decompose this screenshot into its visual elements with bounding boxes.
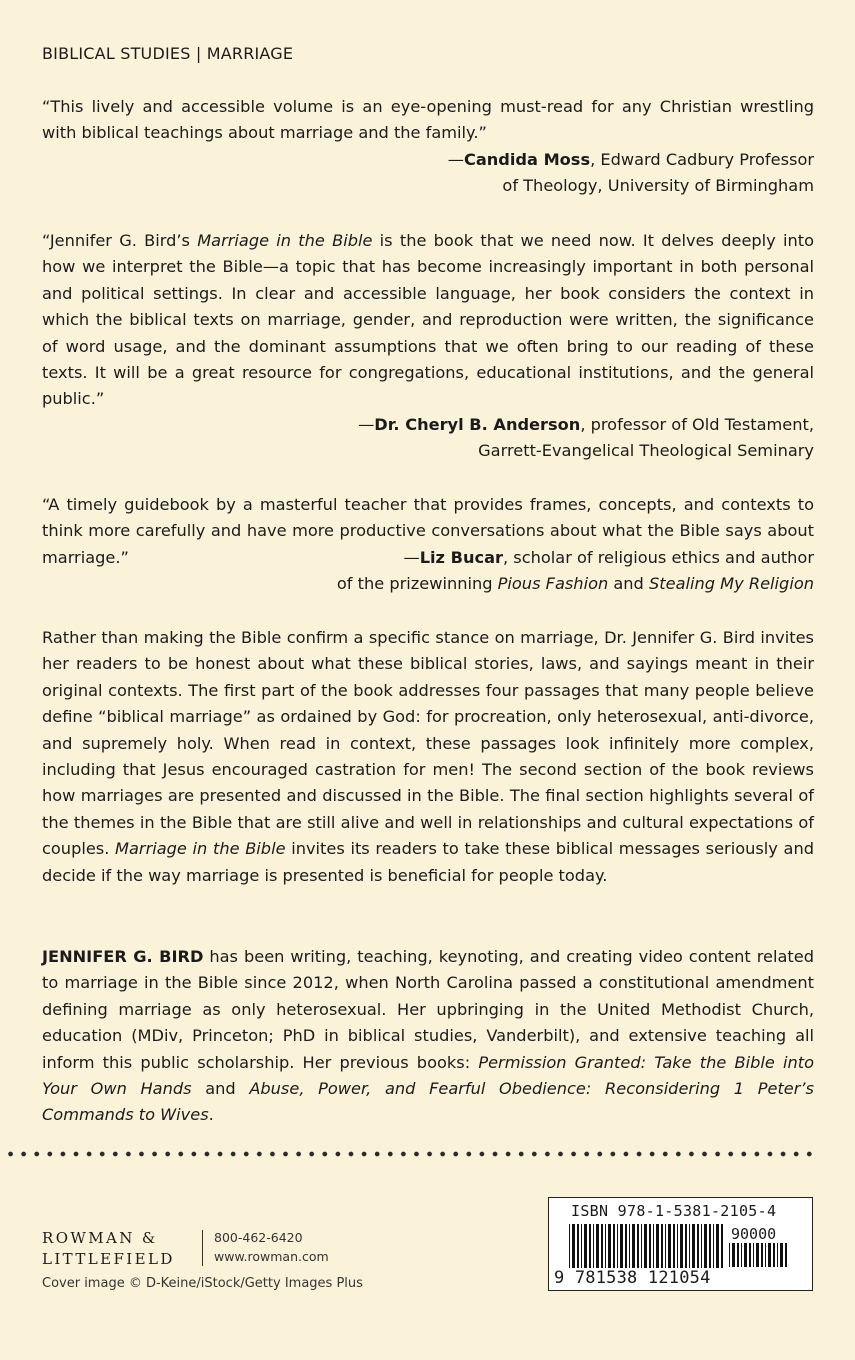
barcode-bar xyxy=(608,1224,611,1268)
barcode-bar xyxy=(729,1243,730,1267)
barcode-bar xyxy=(617,1224,618,1268)
book-description xyxy=(42,625,814,889)
barcode-bar xyxy=(744,1243,747,1267)
isbn-barcode xyxy=(548,1197,813,1291)
publisher-contact xyxy=(214,1228,329,1266)
barcode-bar xyxy=(692,1224,695,1268)
barcode-bar xyxy=(749,1243,751,1267)
price-code: 90000 xyxy=(731,1225,777,1243)
endorsement-quote-3: “A timely guidebook by a masterful teacher that provides frames, concepts, and contexts to think more carefully and have more productive conversations about what the Bible says about marriage.” xyxy=(42,495,814,567)
quote-text: “Jennifer G. Bird’s xyxy=(42,231,198,250)
book-title: Pious Fashion xyxy=(497,574,609,594)
barcode-bar xyxy=(569,1224,570,1268)
barcode-bar xyxy=(584,1224,587,1268)
affiliation-text: and xyxy=(608,574,649,594)
barcode-bar xyxy=(668,1224,671,1268)
barcode-bar xyxy=(761,1243,763,1267)
publisher-logo xyxy=(42,1228,175,1270)
author-bio xyxy=(42,944,814,1129)
barcode-bar xyxy=(697,1224,699,1268)
barcode-bar xyxy=(589,1224,591,1268)
barcode-bar xyxy=(620,1224,623,1268)
barcode-bar xyxy=(641,1224,642,1268)
attribution-dash: — xyxy=(447,150,464,169)
barcode-bar xyxy=(572,1224,575,1268)
barcode-bar xyxy=(685,1224,687,1268)
barcode-bar xyxy=(721,1224,723,1268)
barcode-bar xyxy=(656,1224,659,1268)
previous-book-title: Permission Granted: Take the Bible into Your Own Hands xyxy=(42,1052,814,1099)
endorser-affiliation: of Theology, University of Birmingham xyxy=(502,176,814,196)
attribution-dash: — xyxy=(403,548,420,567)
previous-book-title: Abuse, Power, and Fearful Obedience: Reconsidering 1 Peter’s Commands to Wives xyxy=(42,1079,814,1125)
endorser-title: , scholar of religious ethics and author xyxy=(502,548,814,567)
dotted-divider xyxy=(4,1150,816,1158)
affiliation-text: of the prizewinning xyxy=(336,574,498,594)
addon-barcode-bars-icon xyxy=(729,1243,791,1267)
barcode-bar xyxy=(596,1224,599,1268)
barcode-bar xyxy=(704,1224,707,1268)
publisher-block xyxy=(42,1228,329,1270)
isbn-digits: 9 781538 121054 xyxy=(554,1268,711,1288)
barcode-bar xyxy=(780,1243,783,1267)
barcode-bar xyxy=(716,1224,719,1268)
barcode-bar xyxy=(629,1224,630,1268)
cover-credit: Cover image © D-Keine/iStock/Getty Images Plus xyxy=(42,1276,363,1291)
barcode-bar xyxy=(644,1224,647,1268)
barcode-bar xyxy=(773,1243,775,1267)
isbn-label: ISBN 978-1-5381-2105-4 xyxy=(571,1202,777,1220)
barcode-bar xyxy=(613,1224,615,1268)
barcode-bar xyxy=(632,1224,635,1268)
barcode-bar xyxy=(665,1224,666,1268)
barcode-bar xyxy=(625,1224,627,1268)
barcode-bar xyxy=(637,1224,639,1268)
barcode-bar xyxy=(753,1243,754,1267)
barcode-bar xyxy=(605,1224,606,1268)
endorsement-attribution-1 xyxy=(448,147,814,200)
endorser-name: Candida Moss xyxy=(463,150,591,169)
barcode-bar xyxy=(673,1224,675,1268)
barcode-bar xyxy=(701,1224,702,1268)
book-title: Marriage in the Bible xyxy=(115,839,286,859)
book-title: Marriage in the Bible xyxy=(197,231,373,250)
attribution-dash: — xyxy=(358,415,375,434)
barcode-bar xyxy=(653,1224,654,1268)
publisher-phone: 800-462-6420 xyxy=(214,1230,303,1245)
barcode-bar xyxy=(689,1224,690,1268)
barcode-bar xyxy=(680,1224,683,1268)
endorsement-quote-2 xyxy=(42,228,814,413)
quote-text: is the book that we need now. It delves deeply into how we interpret the Bible—a topic that has become increasingly important in both personal and political settings. In clear and accessible language, her book considers the context in which the biblical texts on marriage, gender, and reproduction were written, the significance of word usage, and the dominant assumptions that we often bring to our reading of these texts. It will be a great resource for congregations, educational institutions, and the general public.” xyxy=(42,231,814,409)
barcode-bar xyxy=(737,1243,739,1267)
barcode-bar xyxy=(732,1243,735,1267)
bio-text: . xyxy=(208,1105,214,1125)
bio-text: has been writing, teaching, keynoting, and creating video content related to marriage in the Bible since 2012, when North Carolina passed a constitutional amendment defining marriage as only heterosexual. Her upbringing in the United Methodist Church, education (MDiv, Princeton; PhD in biblical studies, Vanderbilt), and extensive teaching all inform this public scholarship. Her previous books: xyxy=(42,947,815,1072)
endorsement-attribution-3 xyxy=(337,545,814,598)
description-text: invites its readers to take these biblical messages seriously and decide if the way marriage is presented is beneficial for people today. xyxy=(42,839,814,885)
barcode-bar xyxy=(768,1243,771,1267)
author-name: JENNIFER G. BIRD xyxy=(42,947,204,966)
publisher-separator xyxy=(202,1230,203,1266)
endorser-affiliation: Garrett-Evangelical Theological Seminary xyxy=(478,441,814,461)
barcode-bars-icon xyxy=(569,1224,724,1268)
barcode-bar xyxy=(785,1243,787,1267)
barcode-bar xyxy=(777,1243,778,1267)
endorser-name: Liz Bucar xyxy=(419,548,503,567)
endorsement-attribution-2 xyxy=(358,412,814,465)
barcode-bar xyxy=(661,1224,663,1268)
description-text: Rather than making the Bible confirm a specific stance on marriage, Dr. Jennifer G. Bird invites her readers to be honest about what these biblical stories, laws, and sayings meant in their original contexts. The first part of the book addresses four passages that many people believe define “biblical marriage” as ordained by God: for procreation, only heterosexual, anti-divorce, and supremely holy. When read in context, these passages look infinitely more complex, including that Jesus encouraged castration for men! The second section of the book reviews how marriages are presented and discussed in the Bible. The final section highlights several of the themes in the Bible that are still alive and well in relationships and cultural expectations of couples. xyxy=(42,628,814,859)
barcode-bar xyxy=(601,1224,603,1268)
endorser-title: , Edward Cadbury Professor xyxy=(590,150,814,169)
endorser-name: Dr. Cheryl B. Anderson xyxy=(374,415,581,434)
logo-line: LITTLEFIELD xyxy=(42,1250,175,1268)
barcode-bar xyxy=(677,1224,678,1268)
barcode-bar xyxy=(741,1243,742,1267)
publisher-website: www.rowman.com xyxy=(214,1249,329,1264)
barcode-bar xyxy=(649,1224,651,1268)
barcode-bar xyxy=(765,1243,766,1267)
endorser-title: , professor of Old Testament, xyxy=(580,415,814,434)
barcode-bar xyxy=(577,1224,579,1268)
endorsement-quote-1: “This lively and accessible volume is an eye-opening must-read for any Christian wrestling with biblical teachings about marriage and the family.” xyxy=(42,97,814,143)
barcode-bar xyxy=(581,1224,582,1268)
barcode-bar xyxy=(713,1224,714,1268)
category-label: BIBLICAL STUDIES | MARRIAGE xyxy=(42,44,294,63)
barcode-bar xyxy=(593,1224,594,1268)
bio-text: and xyxy=(191,1079,250,1099)
endorser-affiliation xyxy=(337,571,814,597)
barcode-bar xyxy=(709,1224,711,1268)
book-title: Stealing My Religion xyxy=(648,574,814,594)
barcode-bar xyxy=(756,1243,759,1267)
logo-line: ROWMAN & xyxy=(42,1229,158,1247)
